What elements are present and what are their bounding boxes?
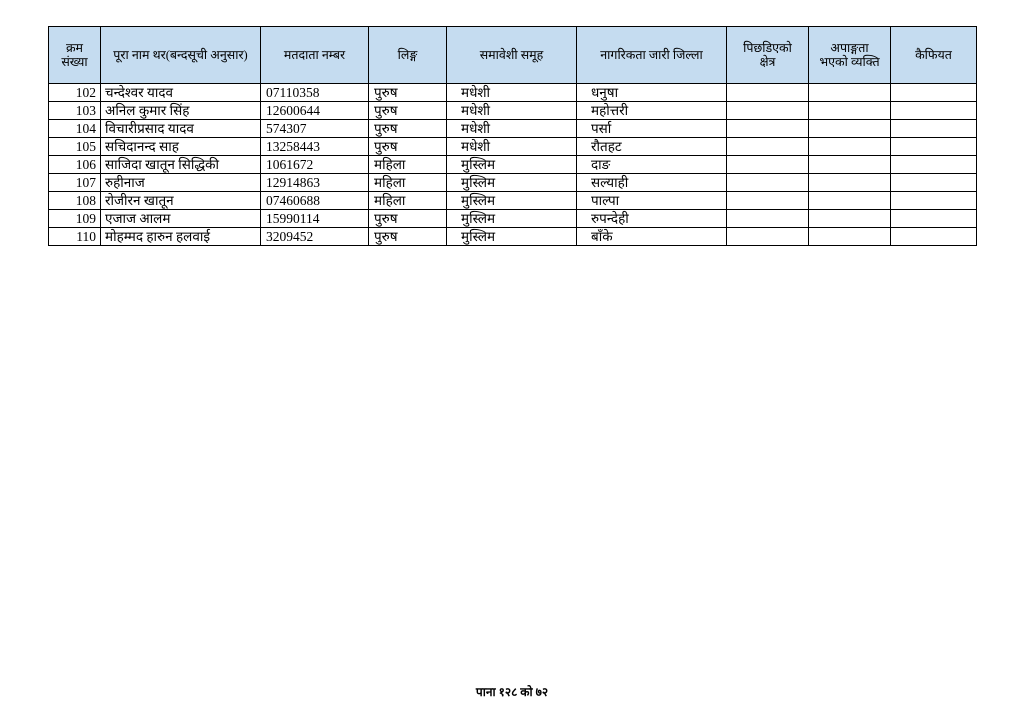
cell-serial-number: 104	[49, 120, 101, 138]
column-header-serial-number-line2: संख्या	[61, 55, 88, 69]
cell-disabled-person	[809, 210, 891, 228]
page-footer: पाना १२८ को ७२	[475, 685, 549, 699]
table-row	[49, 228, 977, 246]
column-header-remarks: कैफियत	[891, 27, 977, 84]
cell-serial-number: 108	[49, 192, 101, 210]
cell-inclusive-group: मुस्लिम	[447, 228, 577, 246]
cell-citizenship-district: रौतहट	[577, 138, 727, 156]
cell-serial-number: 106	[49, 156, 101, 174]
table-row	[49, 84, 977, 102]
cell-full-name: एजाज आलम	[101, 210, 261, 228]
cell-inclusive-group: मधेशी	[447, 84, 577, 102]
column-header-backward-area	[727, 27, 809, 84]
table-row	[49, 174, 977, 192]
cell-disabled-person	[809, 102, 891, 120]
cell-citizenship-district: बाँके	[577, 228, 727, 246]
cell-remarks	[891, 210, 977, 228]
cell-serial-number: 110	[49, 228, 101, 246]
cell-inclusive-group: मुस्लिम	[447, 156, 577, 174]
table-row	[49, 102, 977, 120]
table-header	[49, 27, 977, 84]
cell-citizenship-district: पाल्पा	[577, 192, 727, 210]
cell-remarks	[891, 156, 977, 174]
cell-disabled-person	[809, 84, 891, 102]
cell-full-name: चन्देश्वर यादव	[101, 84, 261, 102]
cell-remarks	[891, 138, 977, 156]
cell-remarks	[891, 228, 977, 246]
cell-inclusive-group: मुस्लिम	[447, 174, 577, 192]
column-header-voter-number: मतदाता नम्बर	[261, 27, 369, 84]
cell-voter-number: 13258443	[261, 138, 369, 156]
column-header-disabled-person-line2: भएको व्यक्ति	[819, 55, 880, 69]
cell-remarks	[891, 102, 977, 120]
table-body	[49, 84, 977, 246]
cell-backward-area	[727, 138, 809, 156]
column-header-serial-number-line1: क्रम	[65, 40, 84, 55]
cell-voter-number: 07460688	[261, 192, 369, 210]
cell-backward-area	[727, 210, 809, 228]
cell-inclusive-group: मुस्लिम	[447, 192, 577, 210]
cell-serial-number: 109	[49, 210, 101, 228]
cell-inclusive-group: मुस्लिम	[447, 210, 577, 228]
cell-disabled-person	[809, 120, 891, 138]
cell-full-name: सचिदानन्द साह	[101, 138, 261, 156]
cell-voter-number: 574307	[261, 120, 369, 138]
column-header-citizenship-district: नागरिकता जारी जिल्ला	[577, 27, 727, 84]
cell-backward-area	[727, 192, 809, 210]
cell-remarks	[891, 174, 977, 192]
cell-voter-number: 07110358	[261, 84, 369, 102]
column-header-full-name: पूरा नाम थर(बन्दसूची अनुसार)	[101, 27, 261, 84]
table-row	[49, 192, 977, 210]
cell-voter-number: 3209452	[261, 228, 369, 246]
cell-gender: पुरुष	[369, 210, 447, 228]
cell-disabled-person	[809, 156, 891, 174]
cell-citizenship-district: सल्याही	[577, 174, 727, 192]
cell-full-name: अनिल कुमार सिंह	[101, 102, 261, 120]
cell-disabled-person	[809, 192, 891, 210]
table-row	[49, 156, 977, 174]
cell-gender: महिला	[369, 156, 447, 174]
cell-voter-number: 12914863	[261, 174, 369, 192]
cell-voter-number: 15990114	[261, 210, 369, 228]
cell-full-name: रुहीनाज	[101, 174, 261, 192]
table-header-row	[49, 27, 977, 84]
cell-gender: पुरुष	[369, 228, 447, 246]
cell-inclusive-group: मधेशी	[447, 120, 577, 138]
cell-disabled-person	[809, 138, 891, 156]
cell-disabled-person	[809, 228, 891, 246]
cell-full-name: मोहम्मद हारुन हलवाई	[101, 228, 261, 246]
cell-backward-area	[727, 84, 809, 102]
cell-gender: पुरुष	[369, 84, 447, 102]
cell-citizenship-district: रुपन्देही	[577, 210, 727, 228]
cell-gender: महिला	[369, 174, 447, 192]
cell-citizenship-district: महोत्तरी	[577, 102, 727, 120]
cell-remarks	[891, 120, 977, 138]
cell-inclusive-group: मधेशी	[447, 138, 577, 156]
table-row	[49, 210, 977, 228]
column-header-disabled-person-line1: अपाङ्गता	[830, 40, 869, 55]
column-header-serial-number	[49, 27, 101, 84]
cell-gender: पुरुष	[369, 120, 447, 138]
cell-backward-area	[727, 120, 809, 138]
column-header-inclusive-group: समावेशी समूह	[447, 27, 577, 84]
cell-full-name: विचारीप्रसाद यादव	[101, 120, 261, 138]
cell-serial-number: 102	[49, 84, 101, 102]
column-header-disabled-person	[809, 27, 891, 84]
cell-gender: पुरुष	[369, 102, 447, 120]
cell-gender: पुरुष	[369, 138, 447, 156]
cell-full-name: साजिदा खातून सिद्धिकी	[101, 156, 261, 174]
cell-remarks	[891, 192, 977, 210]
table-row	[49, 120, 977, 138]
column-header-backward-area-line1: पिछडिएको	[743, 40, 792, 55]
voter-list-table	[48, 26, 977, 246]
cell-serial-number: 107	[49, 174, 101, 192]
column-header-backward-area-line2: क्षेत्र	[759, 55, 776, 69]
cell-citizenship-district: दाङ	[577, 156, 727, 174]
table-row	[49, 138, 977, 156]
column-header-gender: लिङ्ग	[369, 27, 447, 84]
cell-backward-area	[727, 228, 809, 246]
cell-inclusive-group: मधेशी	[447, 102, 577, 120]
cell-citizenship-district: पर्सा	[577, 120, 727, 138]
cell-backward-area	[727, 156, 809, 174]
cell-serial-number: 105	[49, 138, 101, 156]
cell-voter-number: 12600644	[261, 102, 369, 120]
cell-gender: महिला	[369, 192, 447, 210]
cell-full-name: रोजीरन खातून	[101, 192, 261, 210]
cell-serial-number: 103	[49, 102, 101, 120]
cell-backward-area	[727, 102, 809, 120]
cell-citizenship-district: धनुषा	[577, 84, 727, 102]
cell-backward-area	[727, 174, 809, 192]
cell-voter-number: 1061672	[261, 156, 369, 174]
cell-disabled-person	[809, 174, 891, 192]
cell-remarks	[891, 84, 977, 102]
